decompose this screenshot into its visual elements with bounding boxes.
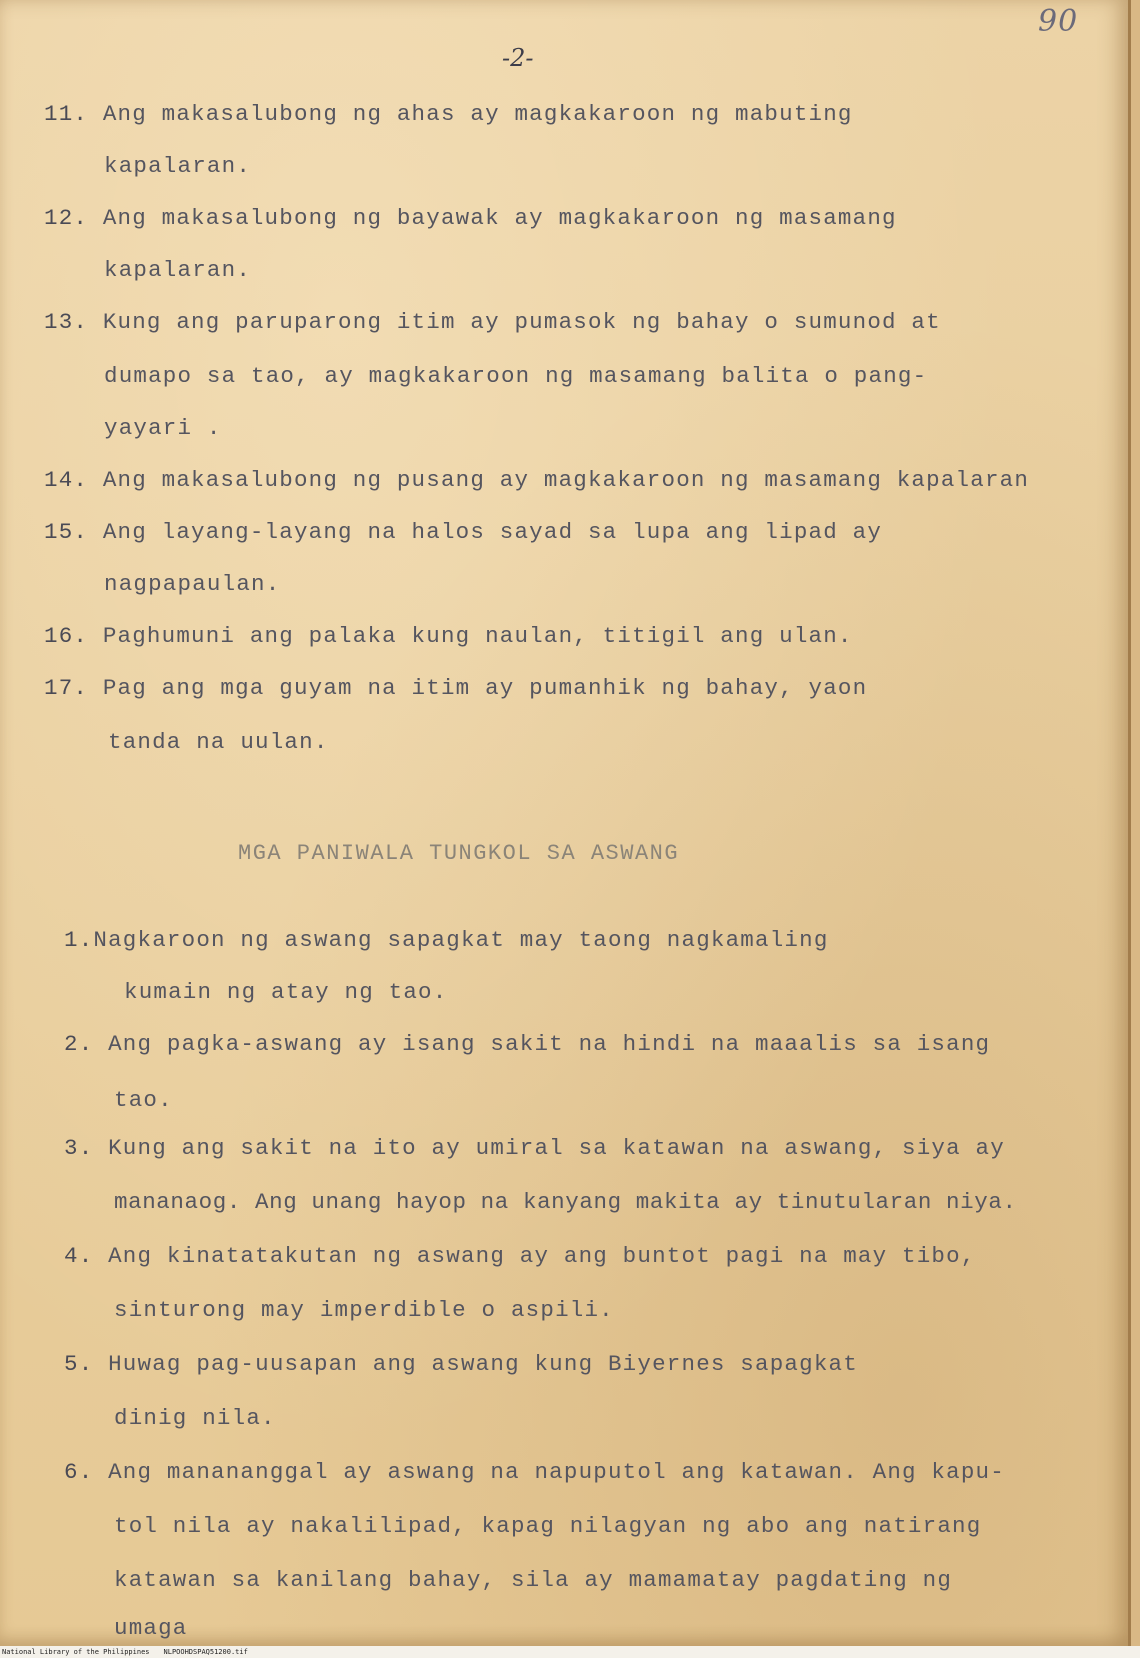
section-heading: MGA PANIWALA TUNGKOL SA ASWANG	[238, 841, 680, 866]
item-number: 16.	[44, 623, 89, 649]
section-item-4-line-2: sinturong may imperdible o aspili.	[114, 1297, 614, 1323]
list-item-15-line-1	[44, 518, 882, 546]
item-number: 1.	[64, 927, 94, 953]
item-number: 3.	[64, 1135, 94, 1161]
section-item-1-line-1	[64, 926, 829, 954]
handwritten-page-number: 90	[1038, 4, 1079, 39]
item-text: Ang layang-layang na halos sayad sa lupa ang lipad ay	[102, 519, 883, 545]
sheet-number: -2-	[502, 44, 534, 72]
section-item-5-line-1	[64, 1350, 858, 1378]
item-number: 4.	[64, 1243, 94, 1269]
item-number: 14.	[44, 467, 89, 493]
item-text: Ang makasalubong ng ahas ay magkakaroon ng mabuting	[102, 101, 853, 127]
scan-footer	[0, 1646, 1140, 1658]
section-item-3-line-2: mananaog. Ang unang hayop na kanyang makita ay tinutularan niya.	[114, 1189, 1017, 1215]
item-text: Pag ang mga guyam na itim ay pumanhik ng bahay, yaon	[102, 675, 868, 701]
list-item-13-line-1	[44, 308, 941, 336]
item-number: 15.	[44, 519, 89, 545]
section-item-6-line-1	[64, 1458, 1005, 1486]
section-item-3-line-1	[64, 1134, 1005, 1162]
item-text: Ang pagka-aswang ay isang sakit na hindi na maaalis sa isang	[108, 1031, 991, 1057]
section-item-6-line-4: umaga	[114, 1615, 188, 1641]
section-item-6-line-3: katawan sa kanilang bahay, sila ay mamamatay pagdating ng	[114, 1567, 953, 1593]
item-text: Huwag pag-uusapan ang aswang kung Biyernes sapagkat	[108, 1351, 858, 1377]
item-number: 6.	[64, 1459, 94, 1485]
list-item-16-line-1	[44, 622, 853, 650]
list-item-13-line-2: dumapo sa tao, ay magkakaroon ng masamang balita o pang-	[104, 363, 928, 389]
section-item-2-line-1	[64, 1030, 990, 1058]
footer-library: National Library of the Philippines	[2, 1648, 150, 1656]
item-text: Ang makasalubong ng pusang ay magkakaroon ng masamang kapalaran	[102, 467, 1030, 493]
list-item-14-line-1	[44, 466, 1029, 494]
section-item-4-line-1	[64, 1242, 976, 1270]
item-text: Kung ang paruparong itim ay pumasok ng bahay o sumunod at	[102, 309, 941, 335]
list-item-11-line-1	[44, 100, 853, 128]
footer-file: NLPOOHDSPAQ51200.tif	[163, 1648, 248, 1656]
section-item-1-line-2: kumain ng atay ng tao.	[124, 979, 448, 1005]
item-number: 12.	[44, 205, 89, 231]
item-number: 13.	[44, 309, 89, 335]
list-item-17-line-1	[44, 674, 867, 702]
list-item-13-line-3: yayari .	[104, 415, 222, 441]
item-number: 5.	[64, 1351, 94, 1377]
list-item-11-line-2: kapalaran.	[104, 153, 252, 179]
item-number: 17.	[44, 675, 89, 701]
item-number: 11.	[44, 101, 89, 127]
item-text: Ang kinatatakutan ng aswang ay ang buntot pagi na may tibo,	[108, 1243, 976, 1269]
list-item-12-line-1	[44, 204, 897, 232]
section-item-6-line-2: tol nila ay nakalilipad, kapag nilagyan ng abo ang natirang	[114, 1513, 982, 1539]
item-text: Nagkaroon ng aswang sapagkat may taong nagkamaling	[93, 927, 829, 953]
section-item-5-line-2: dinig nila.	[114, 1405, 276, 1431]
item-text: Kung ang sakit na ito ay umiral sa katawan na aswang, siya ay	[108, 1135, 1005, 1161]
item-text: Paghumuni ang palaka kung naulan, titigil ang ulan.	[102, 623, 853, 649]
list-item-17-line-2: tanda na uulan.	[108, 729, 329, 755]
item-number: 2.	[64, 1031, 94, 1057]
item-text: Ang makasalubong ng bayawak ay magkakaroon ng masamang	[102, 205, 897, 231]
item-text: Ang manananggal ay aswang na napuputol ang katawan. Ang kapu-	[108, 1459, 1005, 1485]
list-item-12-line-2: kapalaran.	[104, 257, 252, 283]
list-item-15-line-2: nagpapaulan.	[104, 571, 281, 597]
section-item-2-line-2: tao.	[114, 1087, 173, 1113]
